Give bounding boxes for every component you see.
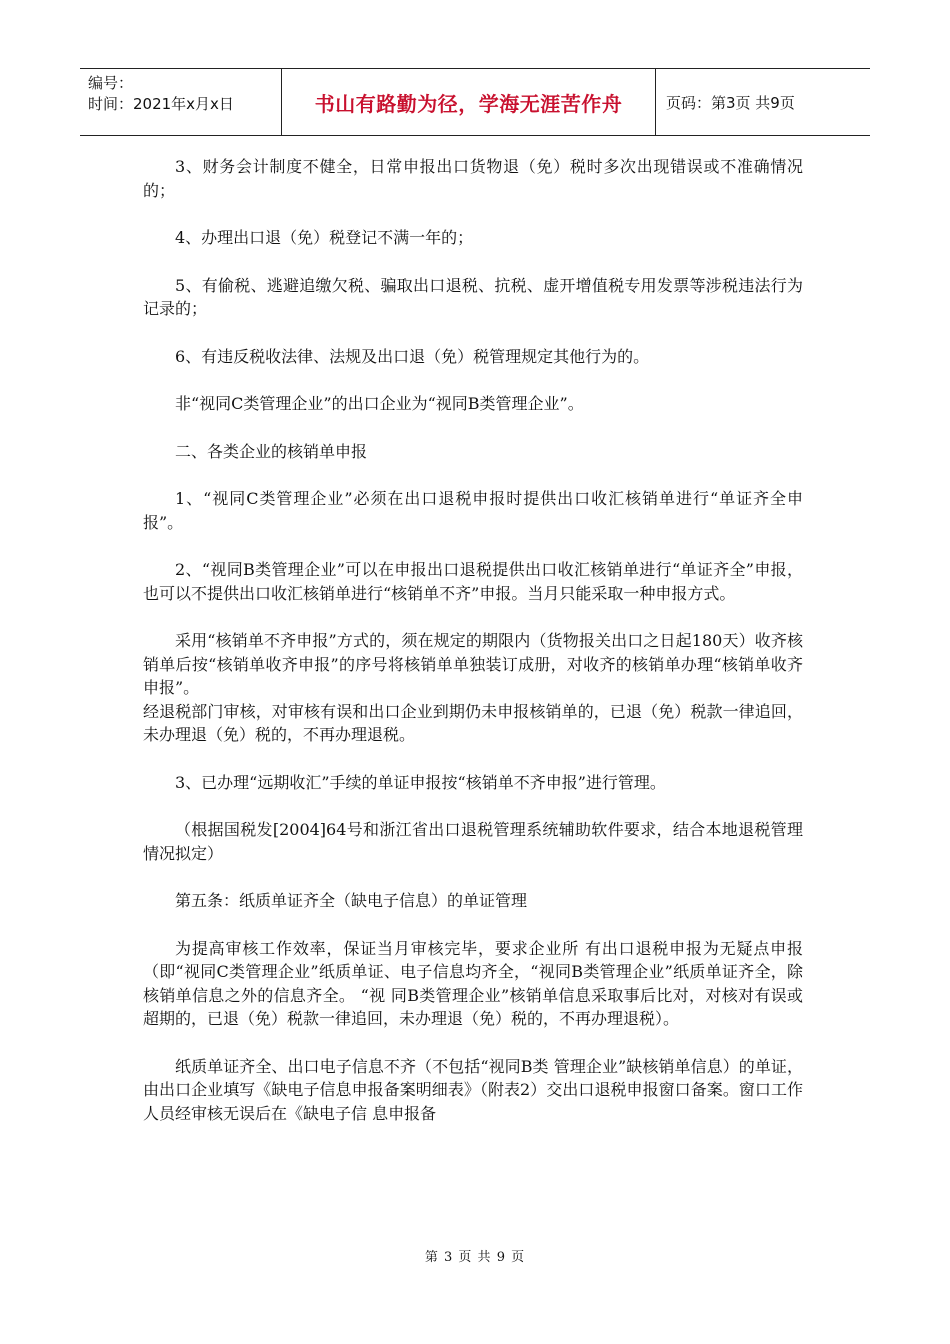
header-page-cell — [656, 69, 870, 135]
paragraph: 5、有偷税、逃避追缴欠税、骗取出口退税、抗税、虚开增值税专用发票等涉税违法行为记录的； — [143, 275, 803, 318]
paragraph: （根据国税发[2004]64号和浙江省出口退税管理系统辅助软件要求，结合本地退税管理情况拟定） — [143, 820, 803, 863]
paragraph: 纸质单证齐全、出口电子信息不齐（不包括“视同B类 管理企业”缺核销单信息）的单证，由出口企业填写《缺电子信息申报备案明细表》（附表2）交出口退税申报窗口备案。窗口工作人员经审核无误后在《缺电子信 息申报备 — [143, 1056, 803, 1123]
motto-text: 书山有路勤为径，学海无涯苦作舟 — [314, 91, 623, 116]
page-header — [80, 68, 870, 136]
page-footer: 第 3 页 共 9 页 — [424, 1250, 526, 1265]
paragraph: 3、财务会计制度不健全，日常申报出口货物退（免）税时多次出现错误或不准确情况的； — [143, 157, 803, 200]
paragraph: 经退税部门审核，对审核有误和出口企业到期仍未申报核销单的，已退（免）税款一律追回，未办理退（免）税的，不再办理退税。 — [143, 701, 803, 744]
header-motto-cell — [282, 69, 656, 135]
date-label: 时间：2021年x月x日 — [88, 95, 234, 113]
paragraph: 1、“视同C类管理企业”必须在出口退税申报时提供出口收汇核销单进行“单证齐全申报”。 — [143, 489, 803, 532]
paragraph: 6、有违反税收法律、法规及出口退（免）税管理规定其他行为的。 — [175, 346, 650, 366]
document-body — [143, 155, 803, 1149]
paragraph: 4、办理出口退（免）税登记不满一年的； — [175, 228, 474, 247]
section-heading: 二、各类企业的核销单申报 — [175, 441, 368, 461]
paragraph: 为提高审核工作效率，保证当月审核完毕，要求企业所 有出口退税申报为无疑点申报（即“视同C类管理企业”纸质单证、电子信息均齐全，“视同B类管理企业”纸质单证齐全，除核销单信息之外的信息齐全。 “视 同B类管理企业”核销单信息采取事后比对，对核对有误或超期的，已退（免）税款一律追回，未办理退（免）税的，不再办理退税）。 — [143, 938, 803, 1028]
paragraph: 2、“视同B类管理企业”可以在申报出口退税提供出口收汇核销单进行“单证齐全”申报，也可以不提供出口收汇核销单进行“核销单不齐”申报。当月只能采取一种申报方式。 — [143, 560, 803, 603]
header-meta-cell — [80, 69, 282, 135]
paragraph: 3、已办理“远期收汇”手续的单证申报按“核销单不齐申报”进行管理。 — [175, 772, 666, 792]
page-number-label: 页码：第3页 共9页 — [666, 93, 795, 112]
section-heading: 第五条：纸质单证齐全（缺电子信息）的单证管理 — [175, 891, 528, 910]
serial-number-label: 编号： — [88, 74, 134, 92]
paragraph: 采用“核销单不齐申报”方式的，须在规定的期限内（货物报关出口之日起180天）收齐核销单后按“核销单收齐申报”的序号将核销单单独装订成册，对收齐的核销单办理“核销单收齐申报”。 — [143, 631, 803, 697]
paragraph: 非“视同C类管理企业”的出口企业为“视同B类管理企业”。 — [175, 394, 584, 413]
